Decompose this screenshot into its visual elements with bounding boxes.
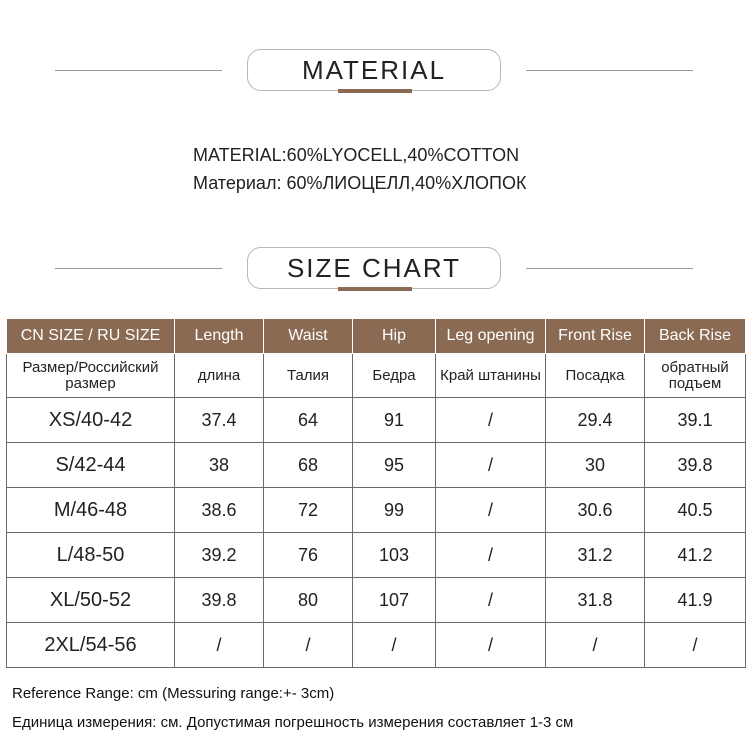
divider-left — [55, 268, 222, 269]
table-cell: 30.6 — [546, 488, 645, 533]
table-cell: / — [645, 623, 746, 668]
size-chart-table — [6, 318, 746, 668]
size-chart-heading-label: SIZE CHART — [286, 252, 462, 283]
subheader-leg-opening: Край штанины — [436, 354, 546, 398]
table-cell: 39.8 — [175, 578, 264, 623]
table-cell: / — [436, 443, 546, 488]
table-cell: 64 — [264, 398, 353, 443]
table-subheader-row — [7, 354, 746, 398]
divider-right — [526, 268, 693, 269]
table-cell: 76 — [264, 533, 353, 578]
table-cell: 99 — [353, 488, 436, 533]
table-cell: 40.5 — [645, 488, 746, 533]
table-cell: M/46-48 — [7, 488, 175, 533]
table-cell: 38.6 — [175, 488, 264, 533]
table-cell: / — [175, 623, 264, 668]
header-waist: Waist — [264, 319, 353, 354]
table-cell: 41.9 — [645, 578, 746, 623]
table-cell: 37.4 — [175, 398, 264, 443]
table-cell: / — [264, 623, 353, 668]
subheader-hip: Бедра — [353, 354, 436, 398]
table-cell: / — [436, 398, 546, 443]
table-cell: / — [353, 623, 436, 668]
table-header-row — [7, 319, 746, 354]
size-chart-heading-accent — [338, 287, 412, 291]
table-cell: / — [436, 488, 546, 533]
header-back-rise: Back Rise — [645, 319, 746, 354]
table-row — [7, 488, 746, 533]
table-cell: 103 — [353, 533, 436, 578]
table-cell: 72 — [264, 488, 353, 533]
material-heading-accent — [338, 89, 412, 93]
table-row — [7, 578, 746, 623]
subheader-length: длина — [175, 354, 264, 398]
material-text-en: MATERIAL:60%LYOCELL,40%COTTON — [193, 145, 520, 165]
table-cell: / — [546, 623, 645, 668]
table-cell: 68 — [264, 443, 353, 488]
size-chart-heading — [247, 247, 501, 289]
table-cell: / — [436, 578, 546, 623]
table-cell: / — [436, 623, 546, 668]
table-cell: 29.4 — [546, 398, 645, 443]
table-cell: 31.8 — [546, 578, 645, 623]
subheader-waist: Талия — [264, 354, 353, 398]
table-cell: 95 — [353, 443, 436, 488]
table-row — [7, 398, 746, 443]
material-heading-label: MATERIAL — [301, 54, 447, 85]
header-length: Length — [175, 319, 264, 354]
reference-range-note-ru: Единица измерения: см. Допустимая погрешность измерения составляет 1-3 см — [12, 714, 574, 731]
material-heading — [247, 49, 501, 91]
table-cell: 91 — [353, 398, 436, 443]
header-hip: Hip — [353, 319, 436, 354]
subheader-front-rise: Посадка — [546, 354, 645, 398]
table-cell: 38 — [175, 443, 264, 488]
table-cell: 41.2 — [645, 533, 746, 578]
divider-right — [526, 70, 693, 71]
table-cell: XS/40-42 — [7, 398, 175, 443]
table-row — [7, 443, 746, 488]
table-cell: 39.8 — [645, 443, 746, 488]
subheader-back-rise: обратный подъем — [645, 354, 746, 398]
table-cell: S/42-44 — [7, 443, 175, 488]
material-text-ru: Материал: 60%ЛИОЦЕЛЛ,40%ХЛОПОК — [193, 173, 527, 193]
table-row — [7, 623, 746, 668]
table-row — [7, 533, 746, 578]
header-leg-opening: Leg opening — [436, 319, 546, 354]
subheader-size: Размер/Российский размер — [7, 354, 175, 398]
divider-left — [55, 70, 222, 71]
table-cell: 30 — [546, 443, 645, 488]
table-cell: 80 — [264, 578, 353, 623]
header-size: CN SIZE / RU SIZE — [7, 319, 175, 354]
table-cell: 39.2 — [175, 533, 264, 578]
table-cell: XL/50-52 — [7, 578, 175, 623]
header-front-rise: Front Rise — [546, 319, 645, 354]
table-cell: / — [436, 533, 546, 578]
table-cell: 2XL/54-56 — [7, 623, 175, 668]
table-cell: L/48-50 — [7, 533, 175, 578]
table-cell: 39.1 — [645, 398, 746, 443]
table-cell: 31.2 — [546, 533, 645, 578]
reference-range-note-en: Reference Range: cm (Messuring range:+- 3cm) — [12, 685, 335, 702]
table-cell: 107 — [353, 578, 436, 623]
